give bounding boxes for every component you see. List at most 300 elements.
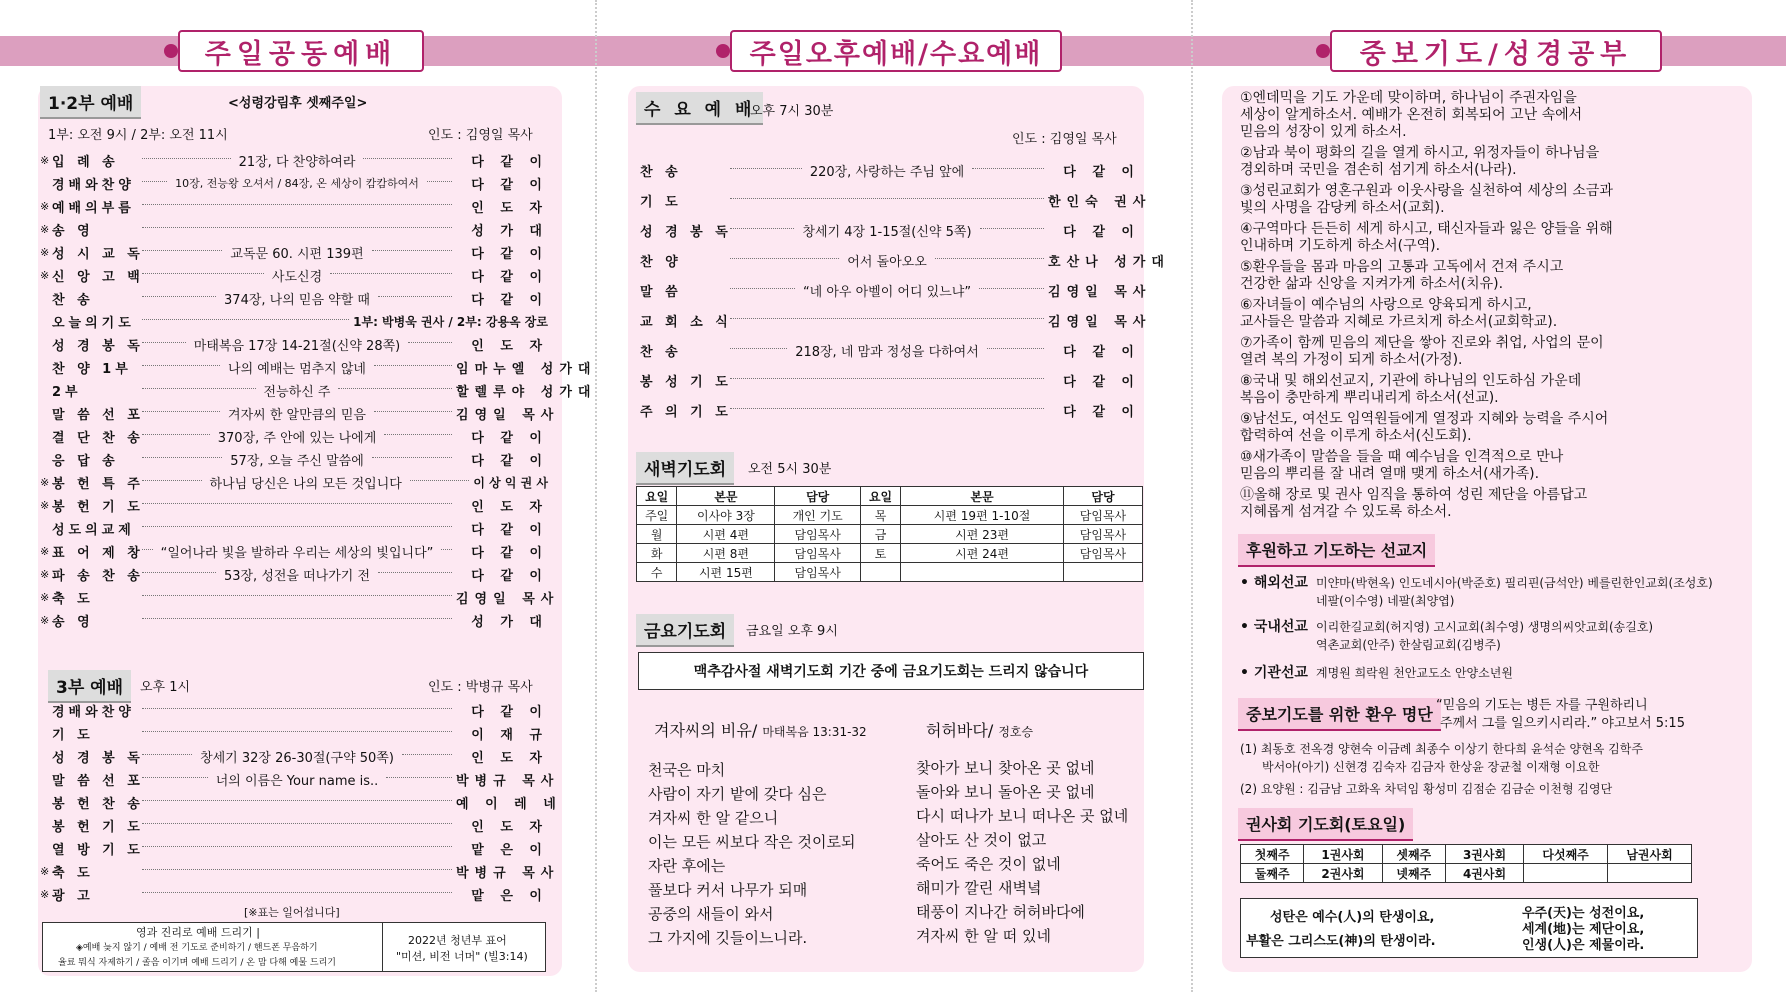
mission-institution-label: • 기관선교 <box>1240 665 1308 681</box>
poem-line: 천국은 마치 <box>648 761 726 779</box>
row-label: 봉 헌 찬 송 <box>52 796 144 812</box>
section-title-middle: 주일오후예배/수요예배 <box>730 30 1062 72</box>
leader-dots <box>142 746 192 755</box>
poem-line: 다시 떠나가 보니 떠나온 곳 없네 <box>916 807 1129 825</box>
row-label: 찬 송 <box>52 292 94 308</box>
dawn-schedule-table <box>636 486 1143 582</box>
leader-dots <box>979 280 1044 289</box>
prayer-item: ⑪올해 장로 및 권사 임직을 통하여 성린 제단을 아름답고 지혜롭게 섬겨갈 수 있도록 하소서. <box>1240 487 1588 520</box>
row-role: 김영일 목사 <box>1048 314 1152 330</box>
row-label: 봉 헌 기 도 <box>52 819 144 835</box>
worship-row <box>40 311 548 331</box>
stand-mark: ※ <box>40 268 50 282</box>
row-role: 다 같 이 <box>471 269 549 285</box>
dawn-cell: 주일 <box>637 506 677 525</box>
dawn-cell <box>901 563 1064 582</box>
row-content: 하나님 당신은 나의 모든 것입니다 <box>209 476 402 492</box>
leader-dots <box>730 370 1044 379</box>
row-role: 임마누엘 성가대 <box>456 361 597 377</box>
dawn-cell: 목 <box>860 506 900 525</box>
mission-overseas: 미얀마(박현옥) 인도네시아(박준호) 필리핀(금석안) 베를린한인교회(조성호) <box>1316 576 1713 590</box>
row-role: 인 도 자 <box>471 750 548 766</box>
dawn-row <box>637 563 1143 582</box>
dawn-cell <box>1063 563 1142 582</box>
worship-row <box>40 769 560 789</box>
xmas-line-2: 부활은 그리스도(神)의 탄생이라. <box>1246 934 1436 949</box>
row-role: 다 같 이 <box>471 154 549 170</box>
dawn-header-cell: 요일 <box>860 487 900 506</box>
worship-times: 1부: 오전 9시 / 2부: 오전 11시 <box>48 128 228 143</box>
worship-row <box>40 449 548 469</box>
dawn-cell: 담임목사 <box>775 525 860 544</box>
leader-dots <box>142 334 186 343</box>
stand-mark: ※ <box>40 153 50 167</box>
prayer-item: ⑩새가족이 말씀을 들을 때 예수님을 인격적으로 만나 믿음의 뿌리를 잘 내려 열매 맺게 하소서(새가족). <box>1240 449 1564 482</box>
row-role: 다 같 이 <box>471 704 548 720</box>
prayer-item: ②남과 북이 평화의 길을 열게 하시고, 위정자들이 하나님을 경외하며 국민을 겸손히 섬기게 하소서(나라). <box>1240 145 1600 178</box>
leader-dots <box>142 472 202 481</box>
leader-dots <box>142 769 208 778</box>
leader-dots <box>142 426 210 435</box>
row-label: 성 경 봉 독 <box>52 338 144 354</box>
dawn-header-cell: 담당 <box>775 487 860 506</box>
row-label: 봉 헌 기 도 <box>52 499 144 515</box>
row-role: 성 가 대 <box>471 614 548 630</box>
poem2-ref: 정호승 <box>998 725 1034 739</box>
leader-dots <box>987 340 1044 349</box>
section-title-right: 중보기도/성경공부 <box>1330 30 1662 72</box>
row-role: 맡 은 이 <box>471 888 548 904</box>
sick-list-tab: 중보기도를 위한 환우 명단 <box>1238 698 1441 731</box>
dawn-cell: 담임목사 <box>1063 525 1142 544</box>
poem-line: 겨자씨 한 알 같으니 <box>648 809 779 827</box>
dawn-cell: 이사야 3장 <box>677 506 775 525</box>
leader-dots <box>142 587 452 596</box>
stand-mark: ※ <box>40 199 50 213</box>
stand-mark: ※ <box>40 245 50 259</box>
leader-dots <box>142 815 452 824</box>
row-role: 인 도 자 <box>471 819 548 835</box>
dawn-cell: 시편 8편 <box>677 544 775 563</box>
worship-row <box>40 884 548 904</box>
sick-list-2: (2) 요양원 : 김금남 고화옥 차덕임 황성미 김점순 김금순 이천형 김영단 <box>1240 782 1613 796</box>
mission-tab: 후원하고 기도하는 선교지 <box>1238 534 1435 567</box>
leader-dots <box>427 173 452 182</box>
row-content: 사도신경 <box>271 269 323 285</box>
sick-list-1b: 박서아(아기) 신현경 김숙자 김금자 한상윤 장균철 이재형 이요한 <box>1262 760 1600 774</box>
motto-text: "미션, 비전 너머" (빌3:14) <box>396 950 528 963</box>
poem-line: 공중의 새들이 와서 <box>648 905 774 923</box>
worship-row <box>640 280 1152 300</box>
row-label: 봉 성 기 도 <box>640 374 732 390</box>
row-content: 겨자씨 한 알만큼의 믿음 <box>228 407 366 423</box>
worship-row <box>40 564 548 584</box>
row-role: 김영일 목사 <box>456 407 560 423</box>
bullet-dot <box>1316 44 1330 58</box>
poem1-title-text: 겨자씨의 비유 <box>654 721 752 740</box>
worship-subtitle: <성령강림후 셋째주일> <box>228 96 368 111</box>
elder-schedule-table <box>1240 844 1692 883</box>
leader-dots <box>142 495 452 504</box>
row-label: 교 회 소 식 <box>640 314 732 330</box>
footer-line-2: ◈예배 늦지 않기 / 예배 전 기도로 준비하기 / 핸드폰 무음하기 <box>76 943 318 953</box>
leader-dots <box>142 196 452 205</box>
row-label: 파 송 찬 송 <box>52 568 144 584</box>
mission-domestic: 이리한길교회(허지영) 고시교회(최수영) 생명의씨앗교회(송길호) <box>1316 620 1654 634</box>
row-label: 신 앙 고 백 <box>52 269 144 285</box>
elder-tab: 권사회 기도회(토요일) <box>1238 808 1413 841</box>
leader-dots <box>142 610 452 619</box>
row-role: 다 같 이 <box>471 246 549 262</box>
row-label: 찬 양 <box>640 254 682 270</box>
row-label: 경배와찬양 <box>52 704 135 720</box>
xmas-line-1: 성탄은 예수(人)의 탄생이요, <box>1270 910 1435 925</box>
stand-mark: ※ <box>40 590 50 604</box>
row-role: 이 재 규 <box>471 727 548 743</box>
row-label: 축 도 <box>52 591 94 607</box>
leader-dots <box>402 746 452 755</box>
row-role: 한인숙 권사 <box>1048 194 1152 210</box>
leader-dots <box>441 541 452 550</box>
row-role: 맡 은 이 <box>471 842 548 858</box>
row-label: 말 씀 선 포 <box>52 407 144 423</box>
dawn-cell: 토 <box>860 544 900 563</box>
wednesday-tab: 수 요 예 배 <box>636 92 763 125</box>
dawn-cell: 담임목사 <box>1063 544 1142 563</box>
worship-tab-3: 3부 예배 <box>48 670 131 703</box>
dawn-time: 오전 5시 30분 <box>748 462 832 477</box>
row-role: 박병규 목사 <box>456 865 560 881</box>
leader-dots <box>410 472 470 481</box>
dawn-cell: 개인 기도 <box>775 506 860 525</box>
elder-cell <box>1608 864 1692 883</box>
dawn-cell: 시편 4편 <box>677 525 775 544</box>
row-role: 이 상 익 권 사 <box>473 475 549 490</box>
worship-row <box>40 265 548 285</box>
row-label: 축 도 <box>52 865 94 881</box>
mission-domestic-2: 역촌교회(안주) 한살림교회(김병주) <box>1316 638 1501 652</box>
row-label: 성도의교제 <box>52 522 135 538</box>
leader-dots <box>142 242 222 251</box>
stand-mark: ※ <box>40 544 50 558</box>
dawn-header-cell: 본문 <box>677 487 775 506</box>
leader-dots <box>142 564 216 573</box>
elder-cell: 3권사회 <box>1445 845 1523 864</box>
row-content: 나의 예배는 멈추지 않네 <box>228 361 366 377</box>
leader-dots <box>378 288 452 297</box>
leader-dots <box>142 541 153 550</box>
worship-row <box>40 196 548 216</box>
poem-line: 풀보다 커서 나무가 되매 <box>648 881 808 899</box>
row-label: 경배와찬양 <box>52 177 135 193</box>
worship-row <box>40 426 548 446</box>
leader-dots <box>142 150 231 159</box>
row-label: 성 시 교 독 <box>52 246 144 262</box>
leader-dots <box>372 242 452 251</box>
row-role: 인 도 자 <box>471 499 548 515</box>
row-label: 말 씀 <box>640 284 682 300</box>
bullet-dot <box>716 44 730 58</box>
poem-line: 살아도 산 것이 없고 <box>916 831 1047 849</box>
leader-dots <box>142 723 452 732</box>
leader-dots <box>730 160 802 169</box>
leader-dots <box>935 250 1044 259</box>
worship-row <box>40 610 548 630</box>
worship-row <box>40 815 548 835</box>
row-role: 다 같 이 <box>1063 224 1140 240</box>
dawn-cell: 시편 24편 <box>901 544 1064 563</box>
worship-row <box>40 472 548 492</box>
row-content: 53장, 성전을 떠나가기 전 <box>223 568 371 584</box>
row-label: 성 경 봉 독 <box>640 224 732 240</box>
row-role: 다 같 이 <box>1063 404 1140 420</box>
sick-quote-2: 주께서 그를 일으키시리라.” 야고보서 5:15 <box>1440 716 1685 731</box>
worship-row <box>40 403 560 423</box>
dawn-cell: 수 <box>637 563 677 582</box>
worship-row <box>40 587 560 607</box>
leader-dots <box>730 280 795 289</box>
prayer-item: ⑦가족이 함께 믿음의 제단을 쌓아 진로와 취업, 사업의 문이 열려 복의 가정이 되게 하소서(가정). <box>1240 335 1604 368</box>
poem2-title-text: 허허바다 <box>926 721 988 740</box>
row-content: 57장, 오늘 주신 말씀에 <box>230 453 364 469</box>
leader-dots <box>980 220 1044 229</box>
row-label: 오늘의기도 <box>52 315 135 331</box>
worship3-leader: 인도 : 박병규 목사 <box>428 680 533 695</box>
leader-dots <box>142 173 167 182</box>
xmas-right-2: 세계(地)는 제단이요, <box>1522 922 1645 937</box>
row-content: 220장, 사랑하는 주님 앞에 <box>809 164 965 180</box>
row-label: 말 씀 선 포 <box>52 773 144 789</box>
row-label: 주 의 기 도 <box>640 404 732 420</box>
leader-dots <box>142 357 220 366</box>
friday-notice-box <box>638 652 1144 690</box>
leader-dots <box>142 861 452 870</box>
dawn-cell: 화 <box>637 544 677 563</box>
prayer-item: ③성린교회가 영혼구원과 이웃사랑을 실천하여 세상의 소금과 빛의 사명을 감당케 하소서(교회). <box>1240 183 1613 216</box>
friday-tab: 금요기도회 <box>636 614 734 647</box>
poem-line: 이는 모든 씨보다 작은 것이로되 <box>648 833 856 851</box>
elder-cell: 2권사회 <box>1304 864 1382 883</box>
worship-row <box>640 220 1140 240</box>
leader-dots <box>142 884 452 893</box>
row-role: 다 같 이 <box>1063 374 1140 390</box>
row-role: 다 같 이 <box>471 292 549 308</box>
friday-notice: 맥추감사절 새벽기도회 기간 중에 금요기도회는 드리지 않습니다 <box>693 664 1089 680</box>
motto-title: 2022년 청년부 표어 <box>408 934 507 947</box>
row-content: 교독문 60. 시편 139편 <box>230 246 364 262</box>
leader-dots <box>142 311 349 320</box>
worship-row <box>640 310 1152 330</box>
poem-line: 자란 후에는 <box>648 857 726 875</box>
poem2-body <box>916 756 1128 948</box>
leader-dots <box>730 400 1044 409</box>
poem-line: 죽어도 죽은 것이 없네 <box>916 855 1061 873</box>
row-label: 성 경 봉 독 <box>52 750 144 766</box>
leader-dots <box>330 265 452 274</box>
leader-dots <box>730 310 1044 319</box>
row-role: 김영일 목사 <box>456 591 560 607</box>
leader-dots <box>374 357 452 366</box>
xmas-right-1: 우주(天)는 성전이요, <box>1522 906 1645 921</box>
worship-row <box>640 400 1140 420</box>
row-label: 기 도 <box>640 194 682 210</box>
stand-mark: ※ <box>40 222 50 236</box>
row-content: “네 아우 아벨이 어디 있느냐” <box>802 284 972 300</box>
elder-row <box>1241 845 1692 864</box>
xmas-right-3: 인생(人)은 제물이라. <box>1522 938 1645 953</box>
worship-row <box>640 370 1140 390</box>
worship-row <box>40 518 548 538</box>
leader-dots <box>384 426 452 435</box>
worship-row <box>40 380 597 400</box>
dawn-cell: 담임목사 <box>775 563 860 582</box>
leader-dots <box>338 380 452 389</box>
elder-cell: 셋째주 <box>1382 845 1445 864</box>
leader-dots <box>730 340 787 349</box>
leader-dots <box>408 334 452 343</box>
row-label: 송 영 <box>52 223 94 239</box>
standing-note: [※표는 일어섭니다] <box>244 906 340 919</box>
row-role: 인 도 자 <box>471 338 549 354</box>
poem-line: 해미가 깔린 새벽녘 <box>916 879 1042 897</box>
mission-domestic-label: • 국내선교 <box>1240 619 1308 635</box>
column-divider <box>595 0 597 992</box>
dawn-cell: 담임목사 <box>1063 506 1142 525</box>
row-content: 마태복음 17장 14-21절(신약 28쪽) <box>193 338 401 354</box>
poem-line: 겨자씨 한 알 떠 있네 <box>916 927 1051 945</box>
leader-dots <box>142 265 264 274</box>
dawn-tab: 새벽기도회 <box>636 452 734 485</box>
mission-institution: 계명원 희락원 천안교도소 안양소년원 <box>1316 666 1513 680</box>
dawn-cell: 담임목사 <box>775 544 860 563</box>
sick-quote-1: “믿음의 기도는 병든 자를 구원하리니 <box>1436 698 1648 713</box>
row-label: 결 단 찬 송 <box>52 430 144 446</box>
elder-row <box>1241 864 1692 883</box>
poem1-ref: 마태복음 13:31-32 <box>762 725 867 739</box>
leader-dots <box>142 380 256 389</box>
row-role: 김영일 목사 <box>1048 284 1152 300</box>
row-content: “일어나라 빛을 발하라 우리는 세상의 빛입니다” <box>160 545 434 561</box>
row-role: 인 도 자 <box>471 200 548 216</box>
poem-line: 태풍이 지나간 허허바다에 <box>916 903 1085 921</box>
poem-line: 돌아와 보니 돌아온 곳 없네 <box>916 783 1095 801</box>
prayer-item: ⑤환우들을 몸과 마음의 고통과 고독에서 건져 주시고 건강한 삶과 신앙을 지켜가게 하소서(치유). <box>1240 259 1564 292</box>
dawn-row <box>637 544 1143 563</box>
section-title-left: 주일공동예배 <box>178 30 424 72</box>
dawn-cell: 시편 23편 <box>901 525 1064 544</box>
row-content: 21장, 다 찬양하여라 <box>238 154 356 170</box>
row-label: 열 방 기 도 <box>52 842 144 858</box>
worship-row <box>40 219 548 239</box>
dawn-row <box>637 506 1143 525</box>
leader-dots <box>142 838 452 847</box>
leader-dots <box>730 190 1044 199</box>
footer-line-3: 율료 뭐식 자제하기 / 졸음 이기며 예배 드리기 / 온 맘 다해 예물 드리기 <box>58 958 336 968</box>
leader-dots <box>730 220 794 229</box>
leader-dots <box>142 449 222 458</box>
dawn-header-cell: 본문 <box>901 487 1064 506</box>
worship-row <box>40 495 548 515</box>
row-role: 호산나 성가대 <box>1048 254 1170 270</box>
wednesday-leader: 인도 : 김영일 목사 <box>1012 132 1117 147</box>
row-label: 광 고 <box>52 888 94 904</box>
row-role: 다 같 이 <box>471 453 549 469</box>
sick-list-1: (1) 최동호 전옥경 양현숙 이금례 최종수 이상기 한다희 윤석순 양현옥 김학주 <box>1240 742 1643 756</box>
leader-dots <box>142 288 216 297</box>
leader-dots <box>374 403 452 412</box>
worship-row <box>40 334 548 354</box>
elder-cell: 넷째주 <box>1382 864 1445 883</box>
row-label: 기 도 <box>52 727 94 743</box>
dawn-header-cell: 요일 <box>637 487 677 506</box>
worship-tab-1-2: 1·2부 예배 <box>40 86 141 119</box>
worship-row <box>640 160 1140 180</box>
stand-mark: ※ <box>40 567 50 581</box>
leader-dots <box>142 792 452 801</box>
mission-overseas-2: 네팔(이수영) 네팔(최양엽) <box>1316 594 1455 608</box>
column-divider <box>1191 0 1193 992</box>
friday-time: 금요일 오후 9시 <box>746 624 838 639</box>
worship-row <box>40 723 548 743</box>
worship-row <box>640 190 1152 210</box>
leader-dots <box>730 250 839 259</box>
elder-cell: 1권사회 <box>1304 845 1382 864</box>
leader-dots <box>142 518 452 527</box>
wednesday-time: 오후 7시 30분 <box>750 104 834 119</box>
row-role: 박병규 목사 <box>456 773 560 789</box>
stand-mark: ※ <box>40 475 50 489</box>
row-label: 2부 <box>52 384 82 400</box>
prayer-item: ④구역마다 든든히 세게 하시고, 태신자들과 잃은 양들을 위해 인내하며 기도하게 하소서(구역). <box>1240 221 1613 254</box>
worship-row <box>40 150 548 170</box>
leader-dots <box>363 150 452 159</box>
mission-overseas-label: • 해외선교 <box>1240 575 1308 591</box>
leader-dots <box>372 449 452 458</box>
stand-mark: ※ <box>40 613 50 627</box>
poem-line: 사람이 자기 밭에 갖다 심은 <box>648 785 827 803</box>
row-label: 봉 헌 특 주 <box>52 476 144 492</box>
row-role: 다 같 이 <box>471 177 548 193</box>
row-label: 찬 송 <box>640 344 682 360</box>
poem2-title: 허허바다/ 정호승 <box>926 721 1034 740</box>
elder-cell: 4권사회 <box>1445 864 1523 883</box>
prayer-item: ⑨남선도, 여선도 임역원들에게 열정과 지혜와 능력을 주시어 합력하여 선을 이루게 하소서(신도회). <box>1240 411 1609 444</box>
row-content: 218장, 네 맘과 정성을 다하여서 <box>795 344 979 360</box>
worship-row <box>40 746 548 766</box>
elder-cell <box>1524 864 1608 883</box>
dawn-cell: 시편 19편 1-10절 <box>901 506 1064 525</box>
row-label: 찬 송 <box>640 164 682 180</box>
worship-leader: 인도 : 김영일 목사 <box>428 128 533 143</box>
worship-row <box>40 838 548 858</box>
row-content: 370장, 주 안에 있는 나에게 <box>217 430 377 446</box>
dawn-row <box>637 525 1143 544</box>
elder-cell: 둘째주 <box>1241 864 1304 883</box>
dawn-header-cell: 담당 <box>1063 487 1142 506</box>
row-role: 다 같 이 <box>471 522 548 538</box>
leader-dots <box>386 769 452 778</box>
worship3-time: 오후 1시 <box>140 680 191 695</box>
row-content: 10장, 전능왕 오셔서 / 84장, 온 세상이 캄캄하여서 <box>175 177 419 190</box>
row-label: 표 어 제 창 <box>52 545 144 561</box>
row-role: 예 이 레 네 <box>456 796 562 812</box>
row-role: 다 같 이 <box>471 568 548 584</box>
row-content: 너의 이름은 Your name is.. <box>215 773 379 789</box>
worship-row <box>40 173 548 193</box>
row-label: 응 답 송 <box>52 453 119 469</box>
stand-mark: ※ <box>40 864 50 878</box>
row-label: 입 례 송 <box>52 154 119 170</box>
